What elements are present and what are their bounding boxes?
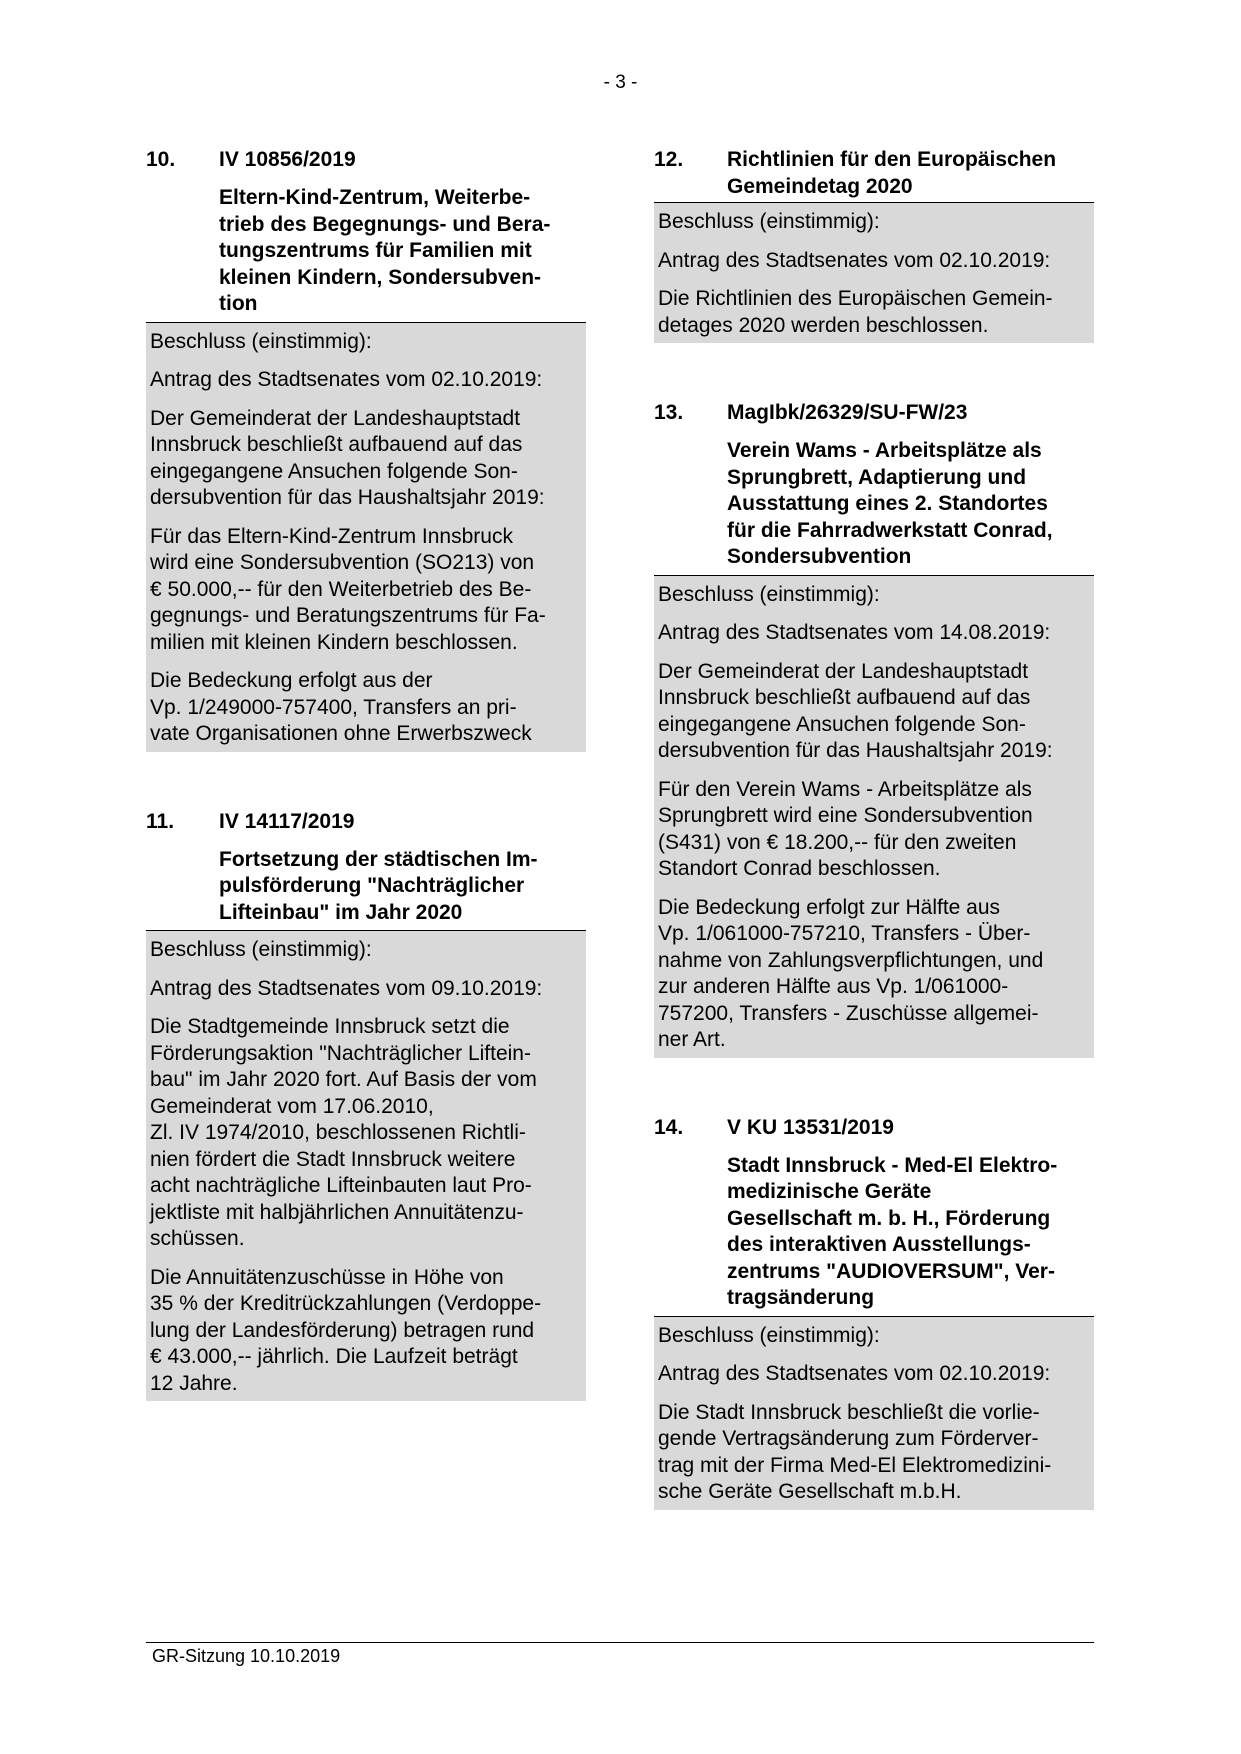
resolution-paragraph: Die Bedeckung erfolgt aus der Vp. 1/249000-757400, Transfers an pri- vate Organisationen ohne Erwerbszweck [150,669,532,745]
resolution-paragraph: Antrag des Stadtsenates vom 02.10.2019: [150,368,543,391]
resolution-box [654,203,1094,343]
left-column [146,146,586,1457]
resolution-box [146,323,586,752]
resolution-paragraph: Der Gemeinderat der Landeshauptstadt Innsbruck beschließt aufbauend auf das eingegangene Ansuchen folgende Son- dersubvention für das Haushaltsjahr 2019: [150,406,545,509]
resolution-box [654,576,1094,1058]
resolution-paragraph: Beschluss (einstimmig): [658,1323,880,1347]
resolution-paragraph: Beschluss (einstimmig): [150,938,372,961]
agenda-item-number: 14. [654,1115,684,1139]
page-number: - 3 - [603,72,638,93]
resolution-paragraph: Beschluss (einstimmig): [150,329,372,353]
agenda-item-reference: Richtlinien für den Europäischen Gemeindetag 2020 [727,148,1057,198]
agenda-item [146,146,586,752]
resolution-paragraph: Antrag des Stadtsenates vom 14.08.2019: [658,621,1051,644]
resolution-paragraph: Für das Eltern-Kind-Zentrum Innsbruck wird eine Sondersubvention (SO213) von € 50.000,-- für den Weiterbetrieb des Be- gegnungs- und Beratungszentrums für Fa- milien mit kleinen Kindern beschlossen. [150,524,546,654]
agenda-item-title: Stadt Innsbruck - Med-El Elektro- medizinische Geräte Gesellschaft m. b. H., Förderung des interaktiven Ausstellungs- zentrums "AUDIOVERSUM", Ver- tragsänderung [727,1153,1058,1309]
resolution-paragraph: Beschluss (einstimmig): [658,210,880,233]
agenda-item-title: Eltern-Kind-Zentrum, Weiterbe- trieb des Begegnungs- und Bera- tungszentrums für Familien mit kleinen Kindern, Sondersubven- tion [219,186,551,315]
agenda-item-reference: IV 10856/2019 [219,148,356,171]
resolution-paragraph: Die Stadtgemeinde Innsbruck setzt die Förderungsaktion "Nachträglicher Liftein- bau" im Jahr 2020 fort. Auf Basis der vom Gemeinderat vom 17.06.2010, Zl. IV 1974/2010, beschlossenen Richtli- nien fördert die Stadt Innsbruck weitere acht nachträgliche Lifteinbauten laut Pro- jektliste mit halbjährlichen Annuitätenzu- schüssen. [150,1015,537,1250]
agenda-item-heading [654,399,1094,426]
agenda-item-reference: MagIbk/26329/SU-FW/23 [727,401,968,424]
agenda-item-heading [654,146,1094,200]
resolution-paragraph: Antrag des Stadtsenates vom 09.10.2019: [150,976,543,1000]
resolution-paragraph: Der Gemeinderat der Landeshauptstadt Innsbruck beschließt aufbauend auf das eingegangene Ansuchen folgende Son- dersubvention für das Haushaltsjahr 2019: [658,659,1053,762]
agenda-item [654,1114,1094,1510]
agenda-item-number: 10. [146,148,176,171]
resolution-paragraph: Die Stadt Innsbruck beschließt die vorlie- gende Vertragsänderung zum Förderver- trag mit der Firma Med-El Elektromedizini- sche Geräte Gesellschaft m.b.H. [658,1400,1052,1503]
agenda-item-heading [654,1114,1094,1141]
resolution-box [146,931,586,1401]
resolution-paragraph: Die Bedeckung erfolgt zur Hälfte aus Vp. 1/061000-757210, Transfers - Über- nahme von Zahlungsverpflichtungen, und zur anderen Hälfte aus Vp. 1/061000- 757200, Transfers - Zuschüsse allgemei- ner Art. [658,895,1044,1051]
resolution-paragraph: Antrag des Stadtsenates vom 02.10.2019: [658,248,1051,272]
agenda-item-heading [146,146,586,173]
resolution-paragraph: Für den Verein Wams - Arbeitsplätze als Sprungbrett wird eine Sondersubvention (S431) von € 18.200,-- für den zweiten Standort Conrad beschlossen. [658,777,1033,880]
right-column [654,146,1094,1566]
agenda-item-title: Fortsetzung der städtischen Im- pulsförderung "Nachträglicher Lifteinbau" im Jahr 2020 [219,847,538,924]
resolution-paragraph: Die Richtlinien des Europäischen Gemein- detages 2020 werden beschlossen. [658,287,1053,337]
agenda-item [654,146,1094,343]
agenda-item-number: 13. [654,401,684,424]
agenda-item-number: 12. [654,148,684,171]
agenda-item-title: Verein Wams - Arbeitsplätze als Sprungbrett, Adaptierung und Ausstattung eines 2. Standortes für die Fahrradwerkstatt Conrad, Sondersubvention [727,439,1053,568]
resolution-paragraph: Beschluss (einstimmig): [658,582,880,606]
agenda-item [146,808,586,1402]
agenda-item [654,399,1094,1058]
agenda-item-reference: V KU 13531/2019 [727,1115,894,1139]
resolution-paragraph: Die Annuitätenzuschüsse in Höhe von 35 % der Kreditrückzahlungen (Verdoppe- lung der Landesförderung) betragen rund € 43.000,-- jährlich. Die Laufzeit beträgt 12 Jahre. [150,1265,542,1395]
agenda-item-number: 11. [146,809,175,833]
agenda-item-reference: IV 14117/2019 [219,809,355,833]
resolution-box [654,1317,1094,1510]
resolution-paragraph: Antrag des Stadtsenates vom 02.10.2019: [658,1362,1051,1385]
footer-text: GR-Sitzung 10.10.2019 [152,1646,341,1666]
footer-divider [146,1642,1094,1643]
agenda-item-heading [146,808,586,835]
